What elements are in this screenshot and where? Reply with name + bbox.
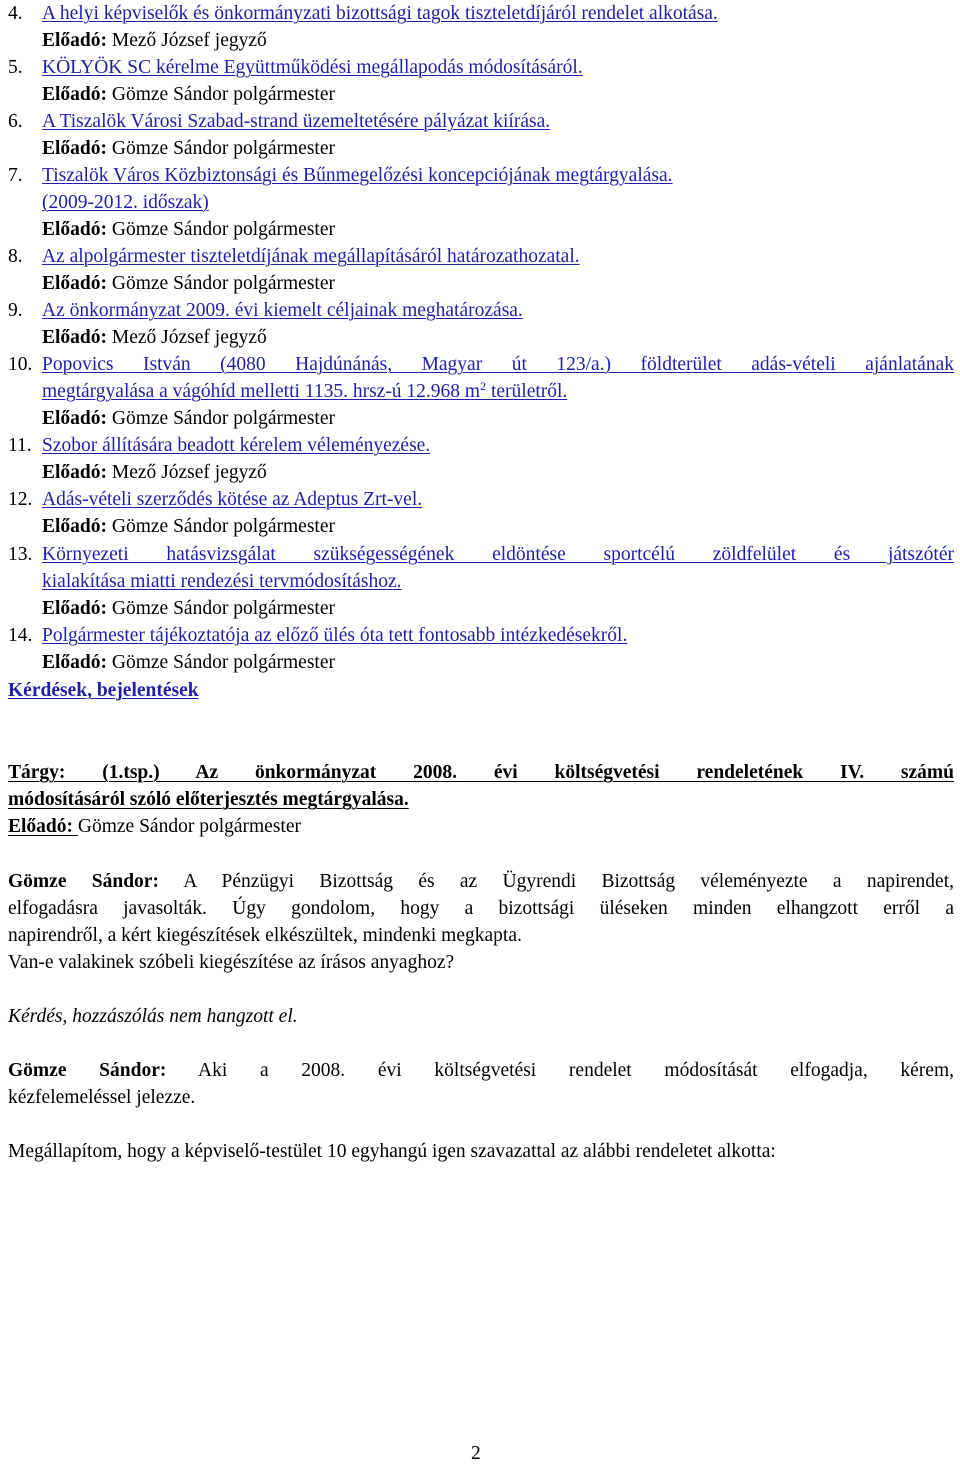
item-9-link[interactable]: Az önkormányzat 2009. évi kiemelt céljainak meghatározása.: [42, 300, 523, 321]
item-10-number: 10.: [8, 354, 33, 375]
item-8-link[interactable]: Az alpolgármester tiszteletdíjának megállapításáról határozathozatal.: [42, 246, 580, 267]
subject-heading: Tárgy: (1.tsp.) Az önkormányzat 2008. évi költségvetési rendeletének IV. számú: [8, 762, 954, 783]
item-6-number: 6.: [8, 111, 23, 132]
item-12-presenter: Előadó: Gömze Sándor polgármester: [42, 516, 335, 537]
item-7-number: 7.: [8, 165, 23, 186]
minutes-p1-line4: Van-e valakinek szóbeli kiegészítése az írásos anyaghoz?: [8, 952, 455, 973]
minutes-p1-line3: napirendről, a kért kiegészítések elkészültek, mindenki megkapta.: [8, 925, 522, 946]
item-8-presenter: Előadó: Gömze Sándor polgármester: [42, 273, 335, 294]
minutes-p2-line1: Gömze Sándor: Aki a 2008. évi költségvetési rendelet módosítását elfogadja, kérem,: [8, 1060, 954, 1081]
item-5-presenter: Előadó: Gömze Sándor polgármester: [42, 84, 335, 105]
item-11-number: 11.: [8, 435, 32, 456]
item-5-link[interactable]: KÖLYÖK SC kérelme Együttműködési megállapodás módosításáról.: [42, 57, 583, 78]
subject-presenter: Előadó: Gömze Sándor polgármester: [8, 816, 301, 837]
item-7-link-cont[interactable]: (2009-2012. időszak): [42, 192, 209, 213]
item-11-link[interactable]: Szobor állítására beadott kérelem véleményezése.: [42, 435, 431, 456]
minutes-note: Kérdés, hozzászólás nem hangzott el.: [8, 1006, 298, 1027]
item-4-presenter: Előadó: Mező József jegyző: [42, 30, 267, 51]
item-10-link-cont[interactable]: megtárgyalása a vágóhíd melletti 1135. hrsz-ú 12.968 $m^2$ területről.: [42, 379, 568, 402]
minutes-p3: Megállapítom, hogy a képviselő-testület 10 egyhangú igen szavazattal az alábbi rendeletet alkotta:: [8, 1141, 776, 1162]
item-11-presenter: Előadó: Mező József jegyző: [42, 462, 267, 483]
item-6-link[interactable]: A Tiszalök Városi Szabad-strand üzemeltetésére pályázat kiírása.: [42, 111, 551, 132]
item-7-presenter: Előadó: Gömze Sándor polgármester: [42, 219, 335, 240]
item-13-presenter: Előadó: Gömze Sándor polgármester: [42, 598, 335, 619]
item-13-link-cont[interactable]: kialakítása miatti rendezési tervmódosításhoz.: [42, 571, 402, 592]
item-7-link[interactable]: Tiszalök Város Közbiztonsági és Bűnmegelőzési koncepciójának megtárgyalása.: [42, 165, 673, 186]
minutes-p1-line1: Gömze Sándor: A Pénzügyi Bizottság és az Ügyrendi Bizottság véleményezte a napirendet,: [8, 871, 955, 892]
item-10-presenter: Előadó: Gömze Sándor polgármester: [42, 408, 335, 429]
item-4-number: 4.: [8, 3, 23, 24]
subject-heading-cont: módosításáról szóló előterjesztés megtárgyalása.: [8, 789, 409, 810]
item-8-number: 8.: [8, 246, 23, 267]
page-number: 2: [471, 1443, 481, 1464]
item-10-link[interactable]: Popovics István (4080 Hajdúnánás, Magyar út 123/a.) földterület adás-vételi ajánlatának: [42, 354, 954, 375]
questions-link[interactable]: Kérdések, bejelentések: [8, 680, 199, 701]
item-9-presenter: Előadó: Mező József jegyző: [42, 327, 267, 348]
minutes-p2-line2: kézfelemeléssel jelezze.: [8, 1087, 196, 1108]
item-12-number: 12.: [8, 489, 33, 510]
item-12-link[interactable]: Adás-vételi szerződés kötése az Adeptus Zrt-vel.: [42, 489, 423, 510]
item-6-presenter: Előadó: Gömze Sándor polgármester: [42, 138, 335, 159]
minutes-p1-line2: elfogadásra javasolták. Úgy gondolom, hogy a bizottsági üléseken minden elhangzott erről a: [8, 898, 954, 919]
item-13-number: 13.: [8, 544, 33, 565]
item-14-presenter: Előadó: Gömze Sándor polgármester: [42, 652, 335, 673]
item-4-link[interactable]: A helyi képviselők és önkormányzati bizottsági tagok tiszteletdíjáról rendelet alkotása.: [42, 3, 718, 24]
item-14-number: 14.: [8, 625, 33, 646]
item-14-link[interactable]: Polgármester tájékoztatója az előző ülés óta tett fontosabb intézkedésekről.: [42, 625, 628, 646]
item-9-number: 9.: [8, 300, 23, 321]
item-13-link[interactable]: Környezeti hatásvizsgálat szükségességének eldöntése sportcélú zöldfelület és játszótér: [42, 544, 954, 565]
item-5-number: 5.: [8, 57, 23, 78]
